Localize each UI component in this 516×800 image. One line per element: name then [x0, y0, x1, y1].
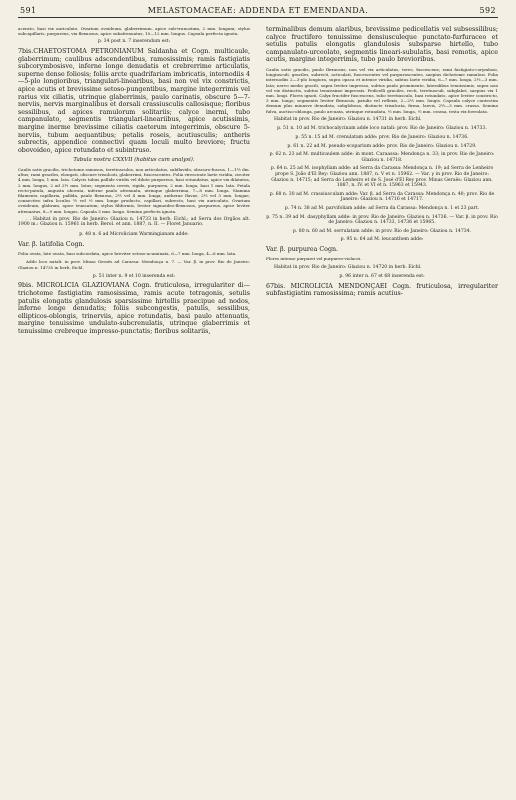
right-paragraph: p. 74 n. 38 ad M. parvifoliam adde: ad Serra da Carassa: Mendonça n. 1 et 23 part. [284, 205, 480, 211]
two-column-body [18, 26, 498, 788]
right-paragraph: p. 64 n. 25 ad M. isophyllam adde: ad Serra da Carassa: Mendonça n. 19; ad Serra de Lenheiro prope S. João d'El Rey: Glaziou ann. 1887, n. V et n. 15962. — Var. γ in prov. Rio de Janeiro: Glaziou n. 14715; ad Serra do Lenheiro et de S. José d'El Rey prov. Minas Geraës: Glaziou ann. 1887, n. IV. et VI et n. 15963 et 15943. [270, 166, 494, 189]
left-paragraph: . . Habitat in prov. Rio de Janeiro: Glaziou n. 14733 in herb. Eichl.; ad Serra dos Orgãos alt. 1900 m.: Glaziou n. 15961 in herb. Berol. et ann. 1887, n. II. — Floret Januario. [18, 216, 250, 228]
right-paragraph: p. 62 n. 23 ad M. multicaulem adde: in mont. Caraassa: Mendonça n. 33; in prov. Rio de Janeiro: Glaziou n. 14718. [269, 152, 495, 163]
right-paragraph: p. 95 n. 64 ad M. leucanthem adde: [340, 237, 424, 243]
left-paragraph: 7bis.CHAETOSTOMA PETRONIANUM Saldanha et Cogn. multicaule, glaberrimum; caulibus adscendentibus, ramosissimis; ramis fastigiatis subcorymbosisve, inferne longe denudatis et crebrerrime articulatis, superne dense foliosis; foliis arcte quadrifariam imbricatis, internodiis 4—5-plo longioribus, triangulari-linearibus, basi non vel vix constrictis, apice acutis et brevissime setoso-pungentibus, margine integerrimis vel rarius vix ciliatis, utrinque glaberrimis, paulo carinatis, obscure 5—7-nerviis, nervis marginalibus et dorsali crassiusculis callosisque; floribus sessilibus, ad apices ramulorum solitariis; calyce inermi, tubo campanulato, segmentis triangulari-lineariibus, apice acutissimis, margine inerme brevissime ciliatis caeterum integerrimis, obscure 5-nerviis, tubum aequantibus; petalis roseis, acutiusculis; antheris subrectis, appendice connectivi quam loculi multo breviore; fructu obovoideo, apice rotundato et subintruso. [18, 48, 250, 154]
left-paragraph: Tabula nostra CXXVII (habitus cum analysi). [73, 157, 195, 164]
left-paragraph: p. 34 post n. 7 inserendum est: [97, 39, 171, 45]
right-paragraph: Habitat in prov. Rio de Janeiro: Glaziou n. 14720 in herb. Eichl. [274, 264, 422, 270]
left-paragraph: Caulis satis gracilis, trichotome ramosus, teretiusculus, non articulatus, subflavido, obscuro-fuscus, 1—1½ dm. altus; rami graciles, elongati, obscure trisulcati, glaberrimi, fuscescentes. Folia virescente laete viridia, circiter 4 mm. longa, 1 mm. lata. Calycis tubus pallide viridis vel dilute purpureus, basi rotundatus, apice vix dilatatus, 2 mm. longus, 2 ad 2½ mm. latus; segmenta cereis, rigida, purpurea, 2 mm. longa, basi 1 mm. lata. Petala recto-patula, angusta obovata, inferne paulo attenuata, utrinque glaberrima, 7—8 mm. longa. Stamina filamenta capillaria, pallida, paulo flexuosa, 2½ vel 4 mm. longa; antherae flavae, 2½ vel 3 mm. longae, connectivo infra loculos ½ vel ⅓ mm. longe producto, capillari, subrecto, basi vix auriculato. Ovarium ovoideum, glabrum, apice truncatum; stylus filiformis, leviter sigmoideo-flexuosus, purpureus, apice leviter attenuatus, 8—9 mm. longus. Capsula 3 mm. longa. Semina perfecta ignota. [18, 166, 250, 214]
page-number-right: 592 [479, 6, 496, 15]
left-paragraph: p. 51 inter n. 9 et 10 inserenda est: [92, 273, 176, 279]
left-paragraph: acerato, basi vix auriculato. Ovarium ovoideum, glaberrimum, apice sub-truncatum, 2 mm. longum; stylus subcapillaris, purpureus, vix flexuosus, apice subattenuatus, 10—12 mm. longus. Capsula perfecta ignota. [18, 26, 250, 37]
right-paragraph: Var. β. purpurea Cogn. [266, 245, 339, 253]
right-paragraph: Caulis satis gracilis, paulo flexuosus, non vel vix articulatus, teres, fuscescens; rami fastigiato-corymbosi, longiusculi, graciles, subrecti, acticulati, fuscescentes vel purpurascentes, saepius dichotome ramulosi. Folia internodiis 2—3-plo longiora, supra opaca et intense viridia, subtus laete viridia, 6—7 mm. longa, 2½—3 mm. lata; nervo medio gracili, supra leviter impresso, subtus paulo prominente, lateralibus tenuissimis, supra non vel vix distinctis, subtus tenuissime impressis. Pedicelli graciles, recti, teretiusculi, subglabri, saepius vix 1 mm. longi. Flores ignoti. Calyx fructifer fuscescens, tubo teretiusculo, basi rotundato, apice leviter constricto, 3 mm. longo; segmentis leviter flexuosis, patulis vel reflexis, 2—2½ mm. longis. Capsula calyce contectim demum plus minusve denudata, subglobosa, distincte trisulcata, firma, laevis, 2½—3 mm. crassa. Semina fulva, auctiso-oblonga, paulo arcuata, utrinque rotundata, ⅓ mm. longa, ⅙ mm. crassa, testa vix foveolata. [266, 66, 498, 114]
right-paragraph: 67bis. MICROLICIA MENDONÇAEI Cogn. fruticulosa, irregulariter subfastigiatim ramosissima; ramis acutius- [266, 282, 498, 298]
header-rule [18, 17, 498, 18]
right-paragraph: p. 61 n. 22 ad M. pseudo-scoparium adde: prov. Rio de Janeiro: Glaziou n. 14729. [287, 143, 477, 149]
right-paragraph: p. 55 n. 15 ad M. crenulatam adde: prov. Rio de Janeiro: Glaziou n. 14736. [295, 134, 469, 140]
right-paragraph: terminalibus demum alaribus, brevissime pedicellatis vel subsessilibus; calyce fructifero tenuissime densiusculeque punctato-furfuraceo et setulis patulis elongatis glandulosis subsparse hirtello, tubo campanulato-urceolato, segmentis lineari-subulatis, basi remotis, apice acutis, margine integerrimis, tubo paulo brevioribus. [266, 26, 498, 64]
right-paragraph: p. 51 n. 10 ad M. trichocalycinam adde loco natali: prov. Rio de Janeiro: Glaziou n. 14733. [277, 126, 487, 132]
right-paragraph: p. 75 n. 39 ad M. dasyphyllam adde: in prov. Rio de Janeiro: Glaziou n. 14736. — Var. β. in prov. Rio de Janeiro: Glaziou n. 14733, 14736 et 15965. [266, 214, 498, 226]
right-paragraph: p. 96 inter n. 67 et 68 inserenda est: [339, 274, 425, 280]
left-paragraph: 9bis. MICROLICIA GLAZIOVIANA Cogn. fruticulosa, irregulariter di—trichotome fastigiatim ramosissima, ramis acute tetragonis, setulis patulis elongatis glandulosis sparsissime hirtellis praecipue ad nodos, inferne longe denudatis; foliis subcongestis, patulis, sessilibus, ellipticos-oblongis, trinerviis, apice rotundatis, basi paulo attenuatis, margine tenuissime undulato-subcrenulatis, utrinque glaberrimis et tenuissime crebreque impresso-punctatis; floribus solitariis, [18, 282, 250, 335]
right-paragraph: p. 68 n. 30 ad M. crassiusculam adde: Var. β. ad Serra da Carassa: Mendonça n. 40; prov. Rio de Janeiro: Glaziou n. 14716 et 14717. [269, 191, 495, 203]
page-number-left: 591 [20, 6, 37, 15]
right-paragraph: Flores intense purpurei vel purpureo-violacei. [266, 256, 362, 262]
right-column [266, 26, 498, 788]
page-header [20, 6, 496, 15]
left-paragraph: Folia ovata, late ovata, basi subcordata, apice breviter setoso-acuminata, 6—7 mm. longa, 4—6 mm. lata. [18, 251, 237, 257]
left-paragraph: p. 48 n. 6 ad Microliciam Warmingianam adde: [79, 231, 189, 237]
right-paragraph: Habitat in prov. Rio de Janeiro: Glaziou n. 14731 in herb. Eichl. [274, 116, 422, 122]
left-paragraph: Var. β. latifolia Cogn. [18, 240, 85, 248]
right-paragraph: p. 80 n. 60 ad M. serrulatam adde: in prov. Rio de Janeiro: Glaziou n. 14734. [292, 228, 472, 234]
running-title: MELASTOMACEAE: ADDENDA ET EMENDANDA. [147, 6, 369, 15]
left-paragraph: Addo loco natali: in prov. Minas Geraës ad Carassa: Mendonça n. 7. — Var. β. in prov. Rio de Janeiro: Glaziou n. 14735 in herb. Eichl. [18, 259, 250, 270]
left-column [18, 26, 250, 788]
